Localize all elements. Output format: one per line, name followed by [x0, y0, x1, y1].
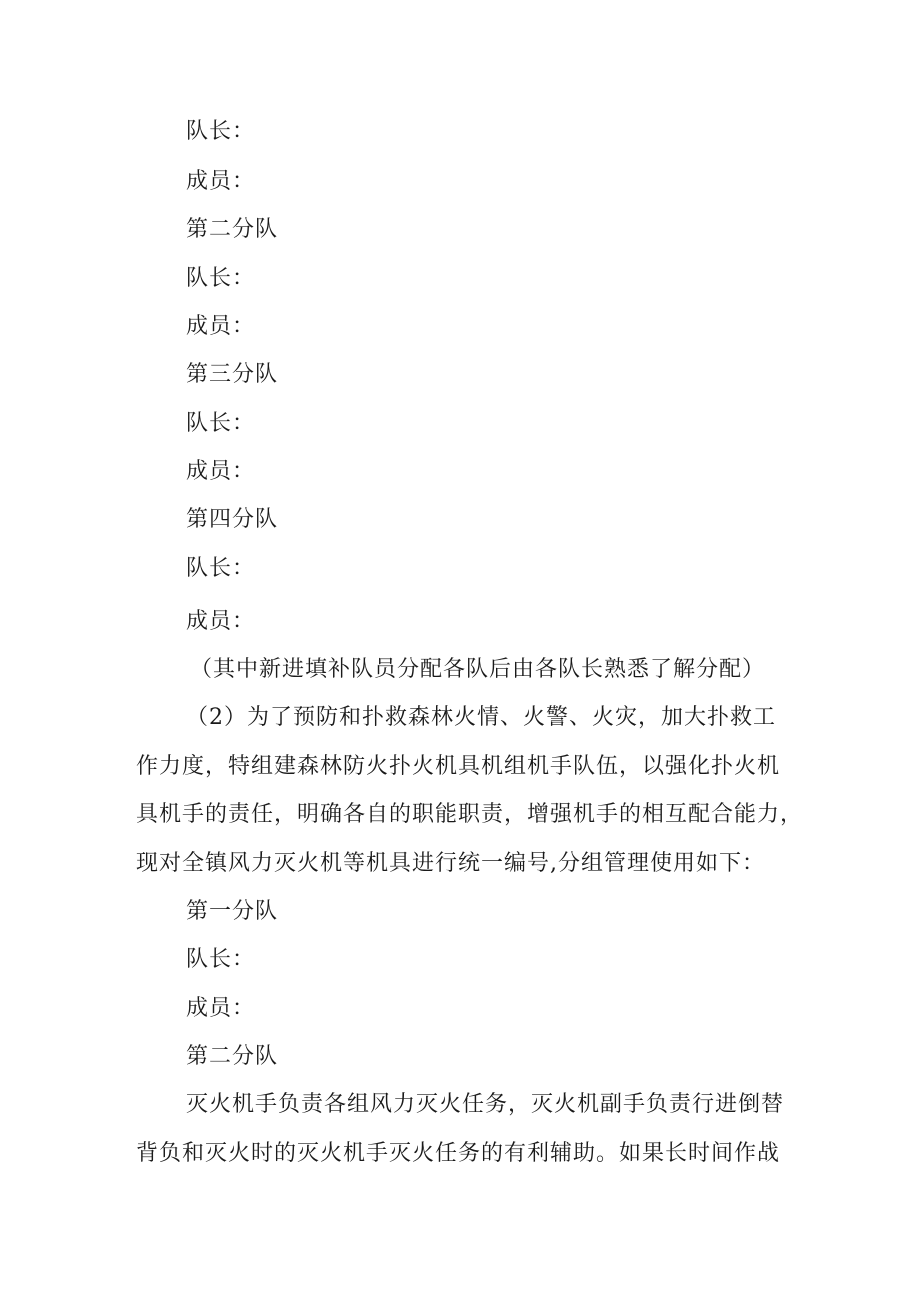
section-heading-team-1: 第一分队: [186, 899, 279, 924]
team-leader-label: 队长：: [186, 556, 256, 581]
section-heading-team-2: 第二分队: [186, 1044, 279, 1069]
section-heading-team-3: 第三分队: [186, 362, 279, 387]
team-members-label: 成员：: [186, 169, 256, 194]
paragraph-line: 作力度，特组建森林防火扑火机具机组机手队伍，以强化扑火机: [136, 754, 781, 779]
parenthetical-note: （其中新进填补队员分配各队后由各队长熟悉了解分配）: [190, 657, 766, 682]
paragraph-line: 背负和灭火时的灭火机手灭火任务的有利辅助。如果长时间作战: [136, 1141, 781, 1166]
team-members-label: 成员：: [186, 314, 256, 339]
paragraph-line: 具机手的责任，明确各自的职能职责，增强机手的相互配合能力，: [136, 802, 804, 827]
team-members-label: 成员：: [186, 609, 256, 634]
team-leader-label: 队长：: [186, 411, 256, 436]
team-members-label: 成员：: [186, 459, 256, 484]
paragraph-line: 现对全镇风力灭火机等机具进行统一编号,分组管理使用如下：: [136, 851, 765, 876]
team-leader-label: 队长：: [186, 119, 256, 144]
section-heading-team-4: 第四分队: [186, 507, 279, 532]
paragraph-line: （2）为了预防和扑救森林火情、火警、火灾，加大扑救工: [186, 705, 776, 730]
team-leader-label: 队长：: [186, 266, 256, 291]
section-heading-team-2: 第二分队: [186, 217, 279, 242]
team-members-label: 成员：: [186, 996, 256, 1021]
paragraph-line: 灭火机手负责各组风力灭火任务，灭火机副手负责行进倒替: [186, 1092, 785, 1117]
team-leader-label: 队长：: [186, 947, 256, 972]
